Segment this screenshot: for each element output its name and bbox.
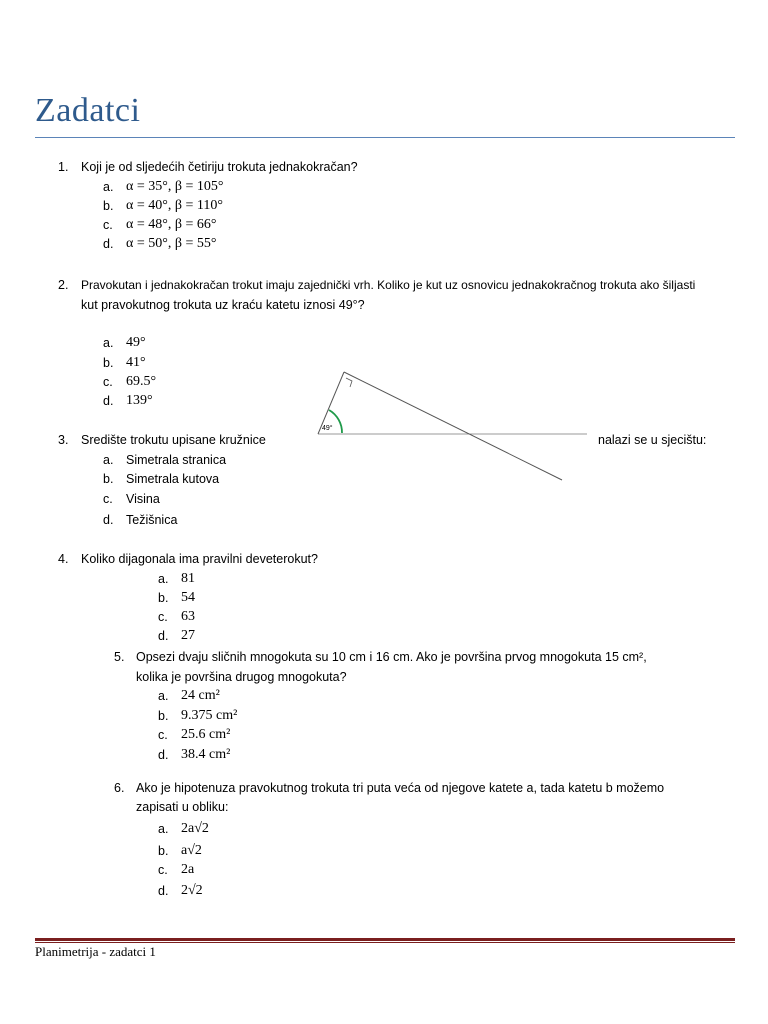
- q6-option-a: 2a√2: [181, 821, 209, 836]
- q4-option-d: 27: [181, 628, 195, 643]
- q2-number: 2.: [58, 278, 69, 292]
- q6-option-b: a√2: [181, 843, 202, 858]
- q3-option-d-label: d.: [103, 513, 114, 527]
- footer-divider-thin: [35, 942, 735, 943]
- q1-option-d-label: d.: [103, 237, 114, 251]
- q3-option-b-label: b.: [103, 472, 114, 486]
- q5-option-a: 24 cm²: [181, 688, 220, 703]
- q1-text: Koji je od sljedećih četiriju trokuta jednakokračan?: [81, 160, 358, 174]
- q2-option-d-label: d.: [103, 394, 114, 408]
- q5-option-c: 25.6 cm²: [181, 727, 231, 742]
- q3-option-d: Težišnica: [126, 513, 178, 527]
- q6-text-line1: Ako je hipotenuza pravokutnog trokuta tri puta veća od njegove katete a, tada katetu b možemo: [136, 781, 665, 795]
- q4-option-d-label: d.: [158, 629, 169, 643]
- q5-option-a-label: a.: [158, 689, 169, 703]
- q6-option-b-label: b.: [158, 844, 169, 858]
- q3-text-right: nalazi se u sjecištu:: [598, 433, 707, 447]
- q3-option-a: Simetrala stranica: [126, 453, 227, 467]
- page-footer: Planimetrija - zadatci 1: [35, 944, 156, 959]
- angle-label: 49°: [322, 425, 333, 432]
- q2-option-b-label: b.: [103, 356, 114, 370]
- q2-option-c-label: c.: [103, 375, 113, 389]
- q5-option-d-label: d.: [158, 748, 169, 762]
- q1-option-b-label: b.: [103, 199, 114, 213]
- q2-option-a-label: a.: [103, 336, 114, 350]
- q6-option-a-label: a.: [158, 822, 169, 836]
- q4-option-a-label: a.: [158, 572, 169, 586]
- q1-option-c-label: c.: [103, 218, 113, 232]
- q6-number: 6.: [114, 781, 125, 795]
- figure-long-leg: [344, 372, 562, 480]
- q3-option-b: Simetrala kutova: [126, 472, 220, 486]
- q5-option-d: 38.4 cm²: [181, 747, 231, 762]
- q4-option-b: 54: [181, 590, 195, 605]
- q5-option-b-label: b.: [158, 709, 169, 723]
- q1-option-a-label: a.: [103, 180, 114, 194]
- q6-option-c: 2a: [181, 862, 195, 877]
- q2-option-a: 49°: [126, 335, 146, 350]
- q4-text: Koliko dijagonala ima pravilni deveterokut?: [81, 552, 318, 566]
- q6-option-c-label: c.: [158, 863, 168, 877]
- q5-text-line2: kolika je površina drugog mnogokuta?: [136, 670, 347, 684]
- q5-option-b: 9.375 cm²: [181, 708, 238, 723]
- q3-option-c-label: c.: [103, 492, 113, 506]
- q2-option-c: 69.5°: [126, 374, 157, 389]
- right-angle-marker: [346, 378, 352, 387]
- q3-number: 3.: [58, 433, 69, 447]
- q1-option-b: α = 40°, β = 110°: [126, 198, 223, 213]
- q5-text-line1: Opsezi dvaju sličnih mnogokuta su 10 cm i 16 cm. Ako je površina prvog mnogokuta 15 cm²,: [136, 650, 647, 664]
- q3-text-left: Središte trokutu upisane kružnice: [81, 433, 266, 447]
- q3-option-a-label: a.: [103, 453, 114, 467]
- footer-divider: [35, 938, 735, 941]
- q1-option-c: α = 48°, β = 66°: [126, 217, 217, 232]
- q2-option-d: 139°: [126, 393, 153, 408]
- q2-text-line1: Pravokutan i jednakokračan trokut imaju zajednički vrh. Koliko je kut uz osnovicu jednakokračnog trokuta ako šiljasti: [81, 278, 696, 292]
- q6-option-d-label: d.: [158, 884, 169, 898]
- title-divider: [35, 137, 735, 138]
- q6-text-line2: zapisati u obliku:: [136, 800, 229, 814]
- q4-option-a: 81: [181, 571, 195, 586]
- q4-option-c: 63: [181, 609, 195, 624]
- q5-option-c-label: c.: [158, 728, 168, 742]
- q2-option-b: 41°: [126, 355, 146, 370]
- q1-option-d: α = 50°, β = 55°: [126, 236, 217, 251]
- q4-number: 4.: [58, 552, 69, 566]
- q3-option-c: Visina: [126, 492, 160, 506]
- q6-option-d: 2√2: [181, 883, 203, 898]
- page-title: Zadatci: [35, 92, 141, 129]
- q5-number: 5.: [114, 650, 125, 664]
- q1-number: 1.: [58, 160, 69, 174]
- q4-option-c-label: c.: [158, 610, 168, 624]
- q2-text-line2: kut pravokutnog trokuta uz kraću katetu iznosi 49°?: [81, 298, 365, 312]
- q2-triangle-figure: [310, 360, 600, 485]
- q1-option-a: α = 35°, β = 105°: [126, 179, 224, 194]
- q4-option-b-label: b.: [158, 591, 169, 605]
